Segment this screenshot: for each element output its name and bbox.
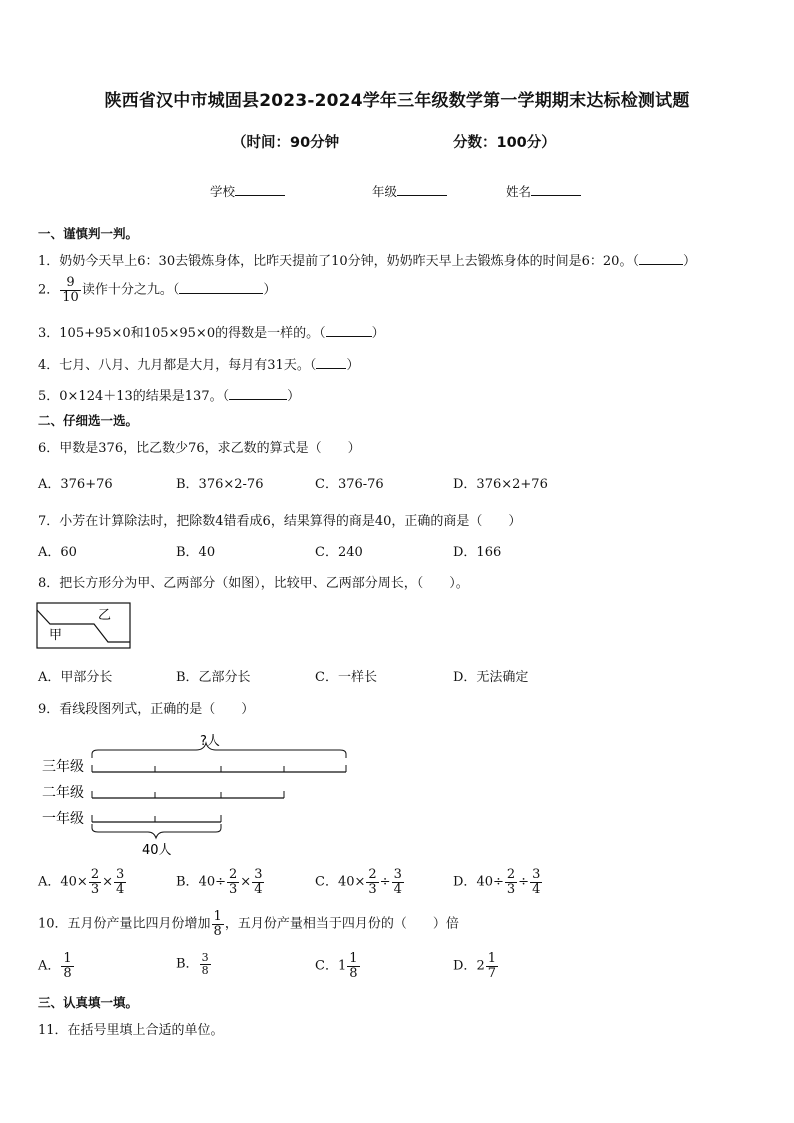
operator: ×: [102, 874, 114, 890]
question-6: 6．甲数是376，比乙数少76，求乙数的算式是（ ）: [38, 441, 361, 456]
mixed-whole: 1: [337, 958, 347, 974]
question-3-text: 3．105+95×0和105×95×0的得数是一样的。（: [38, 326, 326, 341]
option-label: B．: [176, 874, 199, 890]
q10-option-c[interactable]: [315, 952, 361, 980]
q7-option-a[interactable]: A．60: [38, 545, 77, 560]
q7-option-b[interactable]: B．40: [176, 545, 216, 560]
school-blank[interactable]: [235, 183, 285, 196]
label-jia: 甲: [49, 628, 63, 643]
question-9: 9．看线段图列式，正确的是（ ）: [38, 702, 255, 717]
fraction-one-eighth: [212, 910, 224, 938]
fraction-numerator: 3: [254, 867, 263, 882]
fraction-denominator: 4: [393, 881, 402, 897]
option-expr: 40×: [60, 874, 88, 890]
fraction-numerator: 1: [487, 951, 496, 966]
question-4: [38, 354, 359, 373]
question-1-text: 1．奶奶今天早上6：30去锻炼身体，比昨天提前了10分钟，奶奶昨天早上去锻炼身体的时间是6：20。（: [38, 254, 639, 269]
q10-option-a[interactable]: [38, 952, 75, 980]
answer-blank-4[interactable]: [316, 355, 346, 369]
q8-option-b[interactable]: B．乙部分长: [176, 670, 251, 685]
fraction-denominator: 7: [487, 965, 496, 981]
question-1-close: ）: [682, 254, 696, 269]
question-4-close: ）: [346, 358, 360, 373]
row-label-grade2: 二年级: [42, 785, 84, 801]
operator: ×: [240, 874, 252, 890]
grade-label: 年级: [372, 184, 398, 199]
question-8: 8．把长方形分为甲、乙两部分（如图），比较甲、乙两部分周长，（ ）。: [38, 576, 469, 591]
section-1-heading: 一、谨慎判一判。: [38, 226, 139, 241]
fraction-denominator: 3: [368, 881, 377, 897]
fraction-numerator: 9: [60, 276, 81, 291]
question-4-text: 4．七月、八月、九月都是大月，每月有31天。（: [38, 358, 317, 373]
answer-blank-1[interactable]: [639, 251, 683, 265]
segment-grade2: [92, 791, 284, 798]
school-label: 学校: [210, 184, 236, 199]
section-2-heading: 二、仔细选一选。: [38, 413, 139, 428]
bottom-brace: [92, 824, 221, 838]
answer-blank-5[interactable]: [229, 386, 287, 400]
fraction-denominator: 8: [349, 965, 358, 981]
answer-blank-2[interactable]: [179, 280, 263, 294]
fraction-denominator: 3: [229, 881, 238, 897]
option-expr: 40×: [337, 874, 366, 890]
grade-blank[interactable]: [397, 183, 447, 196]
fraction-numerator: 3: [532, 867, 541, 882]
q7-option-c[interactable]: C．240: [315, 545, 363, 560]
fraction-numerator: 2: [229, 867, 238, 882]
fraction-denominator: 10: [62, 289, 79, 305]
fraction-denominator: 8: [63, 965, 72, 981]
fraction-numerator: 3: [393, 867, 402, 882]
option-label: D．: [453, 958, 477, 974]
grade-field: [372, 182, 447, 200]
question-10-post: ，五月份产量相当于四月份的（ ）倍: [224, 916, 459, 932]
fraction-denominator: 4: [532, 881, 541, 897]
question-2-text: 读作十分之九。（: [81, 282, 180, 298]
q9-option-a[interactable]: [38, 868, 127, 896]
name-label: 姓名: [506, 184, 532, 199]
segment-diagram: [36, 728, 356, 858]
question-10-pre: 10．五月份产量比四月份增加: [38, 916, 211, 932]
q6-option-c[interactable]: C．376-76: [315, 477, 384, 492]
segment-grade1: [92, 815, 221, 822]
school-field: [210, 182, 285, 200]
option-label: A．: [38, 958, 61, 974]
question-3-close: ）: [371, 326, 385, 341]
q9-option-c[interactable]: [315, 868, 405, 896]
question-5: [38, 385, 300, 404]
question-2-prefix: 2．: [38, 282, 60, 298]
exam-time: （时间：90分钟: [232, 135, 340, 151]
q9-option-d[interactable]: [453, 868, 543, 896]
section-3-heading: 三、认真填一填。: [38, 995, 139, 1010]
question-7: 7．小芳在计算除法时，把除数4错看成6，结果算得的商是40，正确的商是（ ）: [38, 514, 522, 529]
row-label-grade1: 一年级: [42, 811, 84, 827]
label-yi: 乙: [98, 608, 112, 623]
q10-option-b[interactable]: [176, 952, 212, 976]
top-label: ?人: [200, 734, 220, 749]
option-label: D．: [453, 874, 477, 890]
fraction-denominator: 4: [116, 881, 125, 897]
answer-blank-3[interactable]: [326, 323, 372, 337]
mixed-whole: 2: [476, 958, 485, 974]
question-10: [38, 910, 459, 938]
fraction-nine-tenths: [60, 276, 81, 304]
option-label: C．: [315, 958, 338, 974]
q7-option-d[interactable]: D．166: [453, 545, 502, 560]
q6-option-b[interactable]: B．376×2-76: [176, 477, 264, 492]
question-2: [38, 276, 276, 304]
option-label: B．: [176, 956, 199, 972]
question-5-close: ）: [287, 389, 301, 404]
fraction-numerator: 3: [116, 867, 125, 882]
q8-option-d[interactable]: D．无法确定: [453, 670, 529, 685]
fraction-numerator: 2: [506, 867, 516, 882]
fraction-numerator: 1: [213, 909, 222, 924]
exam-score: 分数：100分）: [453, 135, 556, 151]
q8-option-c[interactable]: C．一样长: [315, 670, 377, 685]
bottom-label: 40人: [142, 843, 172, 858]
row-label-grade3: 三年级: [42, 759, 84, 775]
fraction-numerator: 1: [349, 951, 358, 966]
option-label: A．: [38, 874, 61, 890]
q8-option-a[interactable]: A．甲部分长: [38, 670, 113, 685]
question-11: 11．在括号里填上合适的单位。: [38, 1023, 224, 1038]
name-field: [506, 182, 581, 200]
fraction-denominator: 8: [201, 963, 209, 977]
option-label: C．: [315, 874, 338, 890]
question-1: [38, 250, 696, 269]
fraction-numerator: 3: [201, 951, 209, 964]
fraction-denominator: 4: [254, 881, 263, 897]
question-2-close: ）: [263, 282, 277, 298]
q10-option-d[interactable]: [453, 952, 499, 980]
fraction-numerator: 2: [368, 867, 377, 882]
fraction-numerator: 2: [90, 867, 100, 882]
fraction-denominator: 8: [213, 923, 222, 939]
q9-option-b[interactable]: [176, 868, 265, 896]
rectangle-split-figure: [36, 602, 132, 650]
fraction-denominator: 3: [506, 881, 516, 897]
fraction-denominator: 3: [90, 881, 100, 897]
q6-option-d[interactable]: D．376×2+76: [453, 477, 548, 492]
question-5-text: 5．0×124＋13的结果是137。（: [38, 389, 230, 404]
q6-option-a[interactable]: A．376+76: [38, 477, 113, 492]
fraction-numerator: 1: [63, 951, 72, 966]
question-3: [38, 322, 385, 341]
option-expr: 40÷: [198, 874, 226, 890]
operator: ÷: [379, 874, 391, 890]
name-blank[interactable]: [531, 183, 581, 196]
segment-grade3: [92, 765, 346, 772]
operator: ÷: [518, 874, 530, 890]
page-title: 陕西省汉中市城固县2023-2024学年三年级数学第一学期期末达标检测试题: [104, 91, 690, 111]
option-expr: 40÷: [476, 874, 504, 890]
